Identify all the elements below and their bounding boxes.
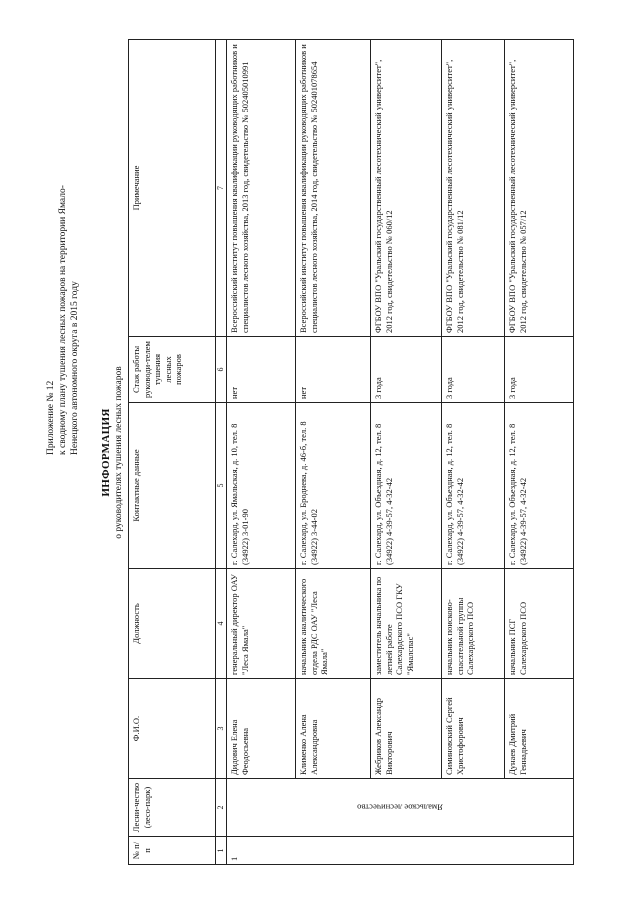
contacts-cell: г. Салехард, ул. Объездная, д. 12, тел. 8 (34922) 4-39-57, 4-32-42	[371, 403, 442, 569]
position-cell: начальник поисково-спасательной группы Салехардского ПСО	[442, 569, 505, 679]
contacts-cell: г. Салехард, ул. Броднева, д. 46-б, тел. 8 (34922) 3-44-02	[296, 403, 371, 569]
table-header-row	[129, 40, 216, 865]
note-cell: Всероссийский институт повышения квалификации руководящих работников и специалистов лесного хозяйства, 2013 год, свидетельство № 502405010991	[227, 40, 296, 337]
table-row	[442, 40, 505, 865]
table-row	[505, 40, 574, 865]
note-cell: Всероссийский институт повышения квалификации руководящих работников и специалистов лесного хозяйства, 2014 год, свидетельство № 502401078654	[296, 40, 371, 337]
experience-cell: нет	[227, 337, 296, 403]
table-row	[296, 40, 371, 865]
fio-cell: Дидович Елена Феодосьевна	[227, 679, 296, 779]
table-row	[227, 40, 296, 865]
leaders-table	[128, 39, 574, 865]
appendix-number: Приложение № 12	[46, 380, 56, 455]
column-number: 2	[216, 779, 227, 837]
column-number: 4	[216, 569, 227, 679]
document-subtitle: о руководителях тушения лесных пожаров	[114, 366, 124, 539]
column-header-experience: Стаж работы руководи-телем тушения лесных пожаров	[129, 337, 216, 403]
column-number-row	[216, 40, 227, 865]
experience-cell: 3 года	[371, 337, 442, 403]
forestry-cell	[227, 779, 574, 837]
column-number: 3	[216, 679, 227, 779]
position-cell: начальник аналитического отдела РДС ОАУ "Леса Ямала"	[296, 569, 371, 679]
appendix-line-2: Ненецкого автономного округа в 2015 году	[70, 281, 80, 455]
note-cell: ФГБОУ ВПО "Уральский государственный лесотехнический университет", 2012 год, свидетельство № 057/12	[505, 40, 574, 337]
column-header-position: Должность	[129, 569, 216, 679]
document-title: ИНФОРМАЦИЯ	[100, 408, 112, 497]
column-header-note: Примечание	[129, 40, 216, 337]
column-header-forestry: Лесни-чество (лесо-парк)	[129, 779, 216, 837]
fio-cell: Симиновский Сергей Христофорович	[442, 679, 505, 779]
position-cell: заместитель начальника по летней работе Салехардского ПСО ГКУ "Ямалспас"	[371, 569, 442, 679]
column-header-fio: Ф.И.О.	[129, 679, 216, 779]
column-number: 5	[216, 403, 227, 569]
column-number: 1	[216, 837, 227, 865]
appendix-line-1: к сводному плану тушения лесных пожаров на территории Ямало-	[58, 185, 68, 455]
fio-cell: Клименко Алена Александровна	[296, 679, 371, 779]
note-cell: ФГБОУ ВПО "Уральский государственный лесотехнический университет", 2012 год, свидетельство № 060/12	[371, 40, 442, 337]
fio-cell: Жебриков Александр Викторович	[371, 679, 442, 779]
forestry-name: Ямальское лесничество	[357, 802, 443, 813]
column-header-contacts: Контактные данные	[129, 403, 216, 569]
contacts-cell: г. Салехард, ул. Объездная, д. 12, тел. 8 (34922) 4-39-57, 4-32-42	[442, 403, 505, 569]
column-number: 7	[216, 40, 227, 337]
column-number: 6	[216, 337, 227, 403]
position-cell: генеральный директор ОАУ "Леса Ямала"	[227, 569, 296, 679]
column-header-number: № п/п	[129, 837, 216, 865]
contacts-cell: г. Салехард, ул. Ямальская, д. 10, тел. 8 (34922) 3-01-90	[227, 403, 296, 569]
experience-cell: 3 года	[505, 337, 574, 403]
contacts-cell: г. Салехард, ул. Объездная, д. 12, тел. 8 (34922) 4-39-57, 4-32-42	[505, 403, 574, 569]
experience-cell: 3 года	[442, 337, 505, 403]
note-cell: ФГБОУ ВПО "Уральский государственный лесотехнический университет", 2012 год, свидетельство № 081/12	[442, 40, 505, 337]
table-row	[371, 40, 442, 865]
fio-cell: Дунаев Дмитрий Геннадьевич	[505, 679, 574, 779]
experience-cell: нет	[296, 337, 371, 403]
appendix-header	[45, 25, 81, 455]
position-cell: начальник ПСГ Салехардского ПСО	[505, 569, 574, 679]
group-number-cell: 1	[227, 837, 574, 865]
